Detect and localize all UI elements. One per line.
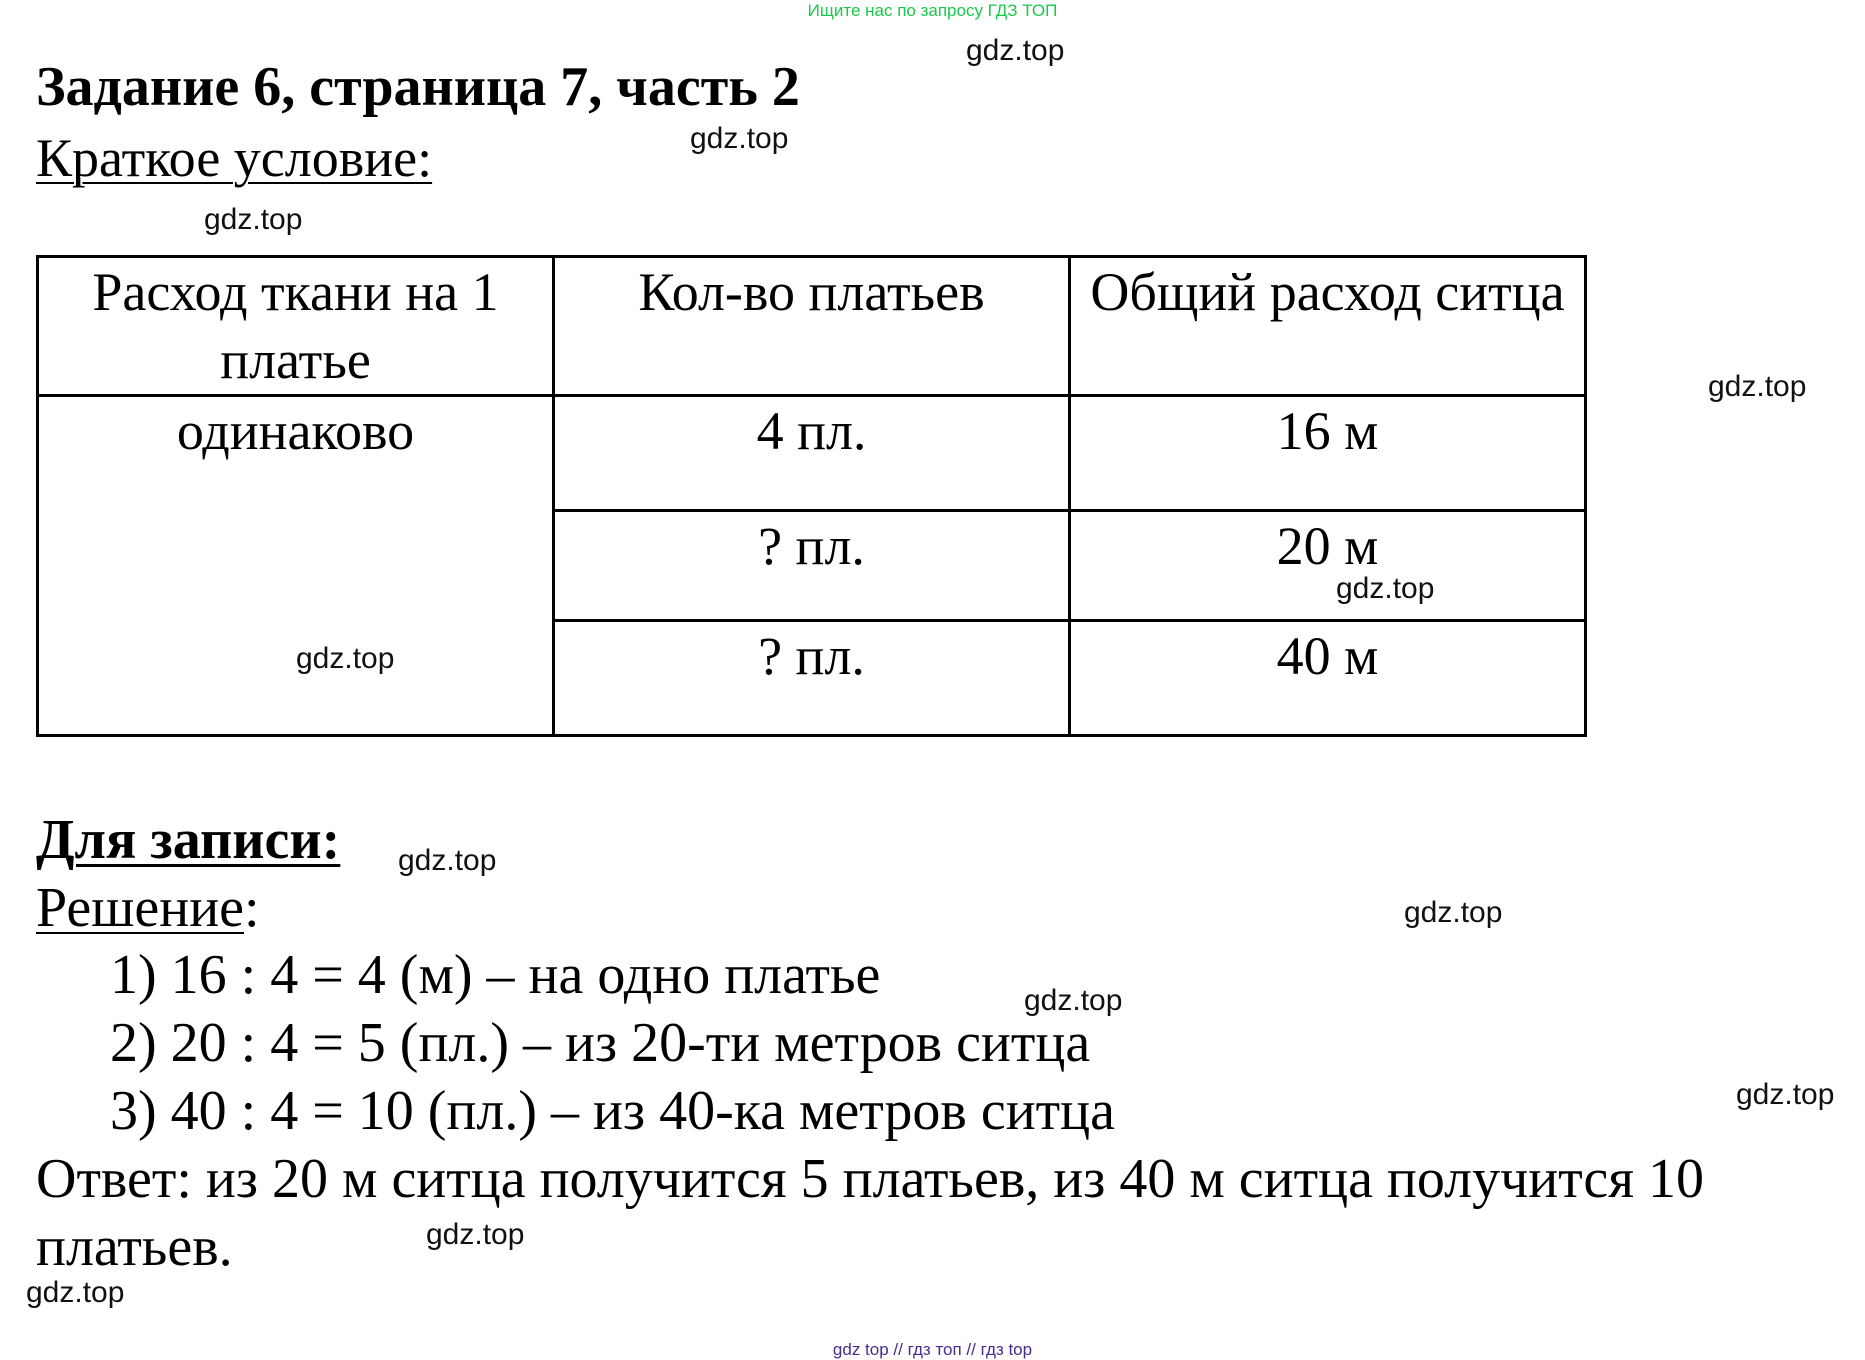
header-fabric-per-dress: Расход ткани на 1 платье: [38, 257, 554, 396]
footer-watermark: gdz top // гдз топ // гдз top: [832, 1340, 1033, 1359]
table-header-row: [38, 257, 1586, 396]
top-note: Ищите нас по запросу ГДЗ ТОП: [807, 1, 1058, 20]
count-cell: ? пл.: [554, 621, 1070, 736]
page-title: Задание 6, страница 7, часть 2: [36, 56, 800, 118]
answer-text: Ответ: из 20 м ситца получится 5 платьев, из 40 м ситца получится 10 платьев.: [36, 1148, 1704, 1278]
table-row: [38, 396, 1586, 511]
count-cell: ? пл.: [554, 511, 1070, 621]
watermark: gdz.top: [1404, 896, 1503, 929]
watermark: gdz.top: [26, 1276, 125, 1309]
condition-table: [36, 255, 1587, 737]
total-cell: 40 м: [1070, 621, 1586, 736]
solution-colon: :: [244, 877, 260, 939]
condition-heading: Краткое условие:: [36, 128, 433, 188]
watermark: gdz.top: [1024, 984, 1123, 1017]
watermark: gdz.top: [1736, 1078, 1835, 1111]
header-dress-count: Кол-во платьев: [554, 257, 1070, 396]
solution-label: Решение: [36, 877, 245, 939]
watermark: gdz.top: [398, 844, 497, 877]
total-cell: 20 м: [1070, 511, 1586, 621]
watermark: gdz.top: [296, 642, 395, 675]
watermark: gdz.top: [1708, 370, 1807, 403]
watermark: gdz.top: [690, 122, 789, 155]
watermark: gdz.top: [426, 1218, 525, 1251]
record-heading: Для записи:: [36, 809, 341, 871]
solution-step: 3) 40 : 4 = 10 (пл.) – из 40-ка метров ситца: [110, 1080, 1115, 1142]
total-cell: 16 м: [1070, 396, 1586, 511]
count-cell: 4 пл.: [554, 396, 1070, 511]
header-total-fabric: Общий расход ситца: [1070, 257, 1586, 396]
solution-step: 2) 20 : 4 = 5 (пл.) – из 20-ти метров ситца: [110, 1012, 1091, 1074]
solution-step: 1) 16 : 4 = 4 (м) – на одно платье: [110, 944, 881, 1006]
watermark: gdz.top: [204, 203, 303, 236]
same-cell: одинаково: [38, 396, 554, 736]
watermark: gdz.top: [966, 34, 1065, 67]
solution-heading: [36, 876, 260, 940]
watermark: gdz.top: [1336, 572, 1435, 605]
